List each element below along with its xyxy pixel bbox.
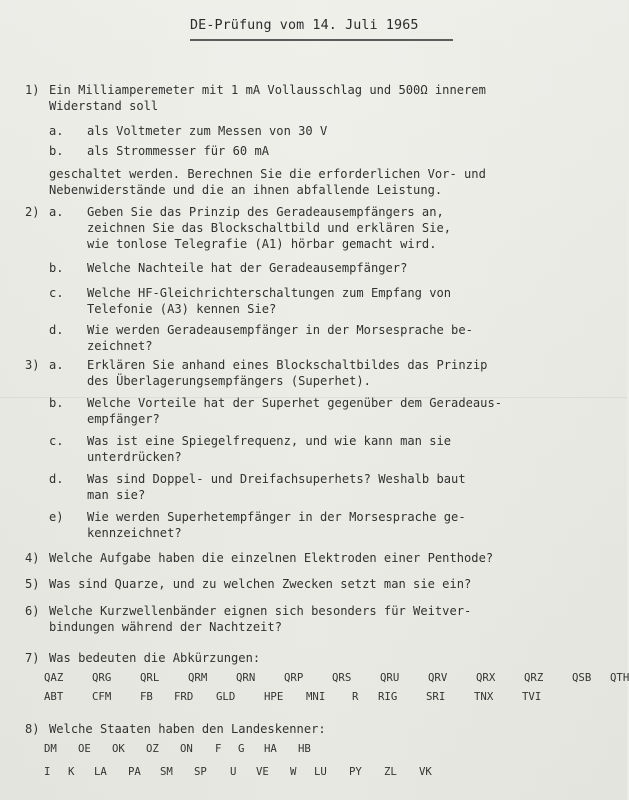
abbreviation-code: QAZ: [44, 671, 64, 684]
abbreviation-code: ABT: [44, 690, 64, 703]
country-prefix: HB: [298, 742, 311, 755]
question-6-number: 6): [25, 604, 40, 618]
question-5-text: Was sind Quarze, und zu welchen Zwecken setzt man sie ein?: [49, 577, 472, 591]
country-prefix: VK: [419, 765, 432, 778]
abbreviation-code: QRN: [236, 671, 256, 684]
question-2-d-label: d.: [49, 323, 64, 337]
question-3-b-label: b.: [49, 396, 64, 410]
abbreviation-code: QRU: [380, 671, 400, 684]
question-5-number: 5): [25, 577, 40, 591]
abbreviation-code: QRS: [332, 671, 352, 684]
question-2-d-line-2: zeichnet?: [87, 339, 153, 353]
country-prefix: ZL: [384, 765, 397, 778]
question-3-c-line-2: unterdrücken?: [87, 450, 182, 464]
question-6-line-2: bindungen während der Nachtzeit?: [49, 620, 282, 634]
country-prefix: F: [215, 742, 222, 755]
abbreviation-code: QRG: [92, 671, 112, 684]
abbreviation-code: QRM: [188, 671, 208, 684]
question-1-line-1: Ein Milliamperemeter mit 1 mA Vollausschlag und 500Ω innerem: [49, 83, 486, 97]
question-3-e-line-2: kennzeichnet?: [87, 526, 182, 540]
country-prefix: ON: [180, 742, 193, 755]
abbreviation-code: QRV: [428, 671, 448, 684]
question-1-a-text: als Voltmeter zum Messen von 30 V: [87, 124, 328, 138]
abbreviation-code: GLD: [216, 690, 236, 703]
question-3-c-label: c.: [49, 434, 64, 448]
question-1-b-label: b.: [49, 144, 64, 158]
country-prefix: DM: [44, 742, 57, 755]
question-2-d-line-1: Wie werden Geradeausempfänger in der Morsesprache be-: [87, 323, 473, 337]
question-1-a-label: a.: [49, 124, 64, 138]
abbreviation-code: SRI: [426, 690, 446, 703]
abbreviation-code: R: [352, 690, 359, 703]
abbreviation-code: FB: [140, 690, 153, 703]
question-3-a-line-1: Erklären Sie anhand eines Blockschaltbildes das Prinzip: [87, 358, 488, 372]
abbreviation-code: QRZ: [524, 671, 544, 684]
country-prefix: K: [68, 765, 75, 778]
country-prefix: OE: [78, 742, 91, 755]
title-underline: [190, 39, 453, 41]
question-2-a-line-3: wie tonlose Telegrafie (A1) hörbar gemacht wird.: [87, 237, 437, 251]
country-prefix: LA: [94, 765, 107, 778]
question-3-number: 3): [25, 358, 40, 372]
question-7-number: 7): [25, 651, 40, 665]
country-prefix: SP: [194, 765, 207, 778]
question-2-number: 2): [25, 205, 40, 219]
abbreviation-code: QRX: [476, 671, 496, 684]
question-3-c-line-1: Was ist eine Spiegelfrequenz, und wie kann man sie: [87, 434, 452, 448]
question-3-a-line-2: des Überlagerungsempfängers (Superhet).: [87, 374, 371, 388]
country-prefix: HA: [264, 742, 277, 755]
question-3-b-line-2: empfänger?: [87, 412, 160, 426]
abbreviation-code: QTH: [610, 671, 629, 684]
country-prefix: G: [238, 742, 245, 755]
abbreviation-code: MNI: [306, 690, 326, 703]
country-prefix: PA: [128, 765, 141, 778]
question-2-c-label: c.: [49, 286, 64, 300]
country-prefix: U: [230, 765, 237, 778]
country-prefix: OK: [112, 742, 125, 755]
page-title: DE-Prüfung vom 14. Juli 1965: [190, 18, 419, 33]
question-3-b-line-1: Welche Vorteile hat der Superhet gegenüber dem Geradeaus-: [87, 396, 503, 410]
country-prefix: PY: [349, 765, 362, 778]
country-prefix: SM: [160, 765, 173, 778]
question-2-a-line-1: Geben Sie das Prinzip des Geradeausempfängers an,: [87, 205, 444, 219]
question-1-line-2: Widerstand soll: [49, 99, 159, 113]
abbreviation-code: QRL: [140, 671, 160, 684]
country-prefix: OZ: [146, 742, 159, 755]
question-2-b-line-1: Welche Nachteile hat der Geradeausempfänger?: [87, 261, 408, 275]
question-3-e-line-1: Wie werden Superhetempfänger in der Morsesprache ge-: [87, 510, 466, 524]
question-1-line-3: geschaltet werden. Berechnen Sie die erforderlichen Vor- und: [49, 167, 486, 181]
question-3-d-line-1: Was sind Doppel- und Dreifachsuperhets? Weshalb baut: [87, 472, 466, 486]
question-7-text: Was bedeuten die Abkürzungen:: [49, 651, 261, 665]
abbreviation-code: TVI: [522, 690, 542, 703]
question-2-a-line-2: zeichnen Sie das Blockschaltbild und erklären Sie,: [87, 221, 452, 235]
question-2-a-label: a.: [49, 205, 64, 219]
question-1-line-4: Nebenwiderstände und die an ihnen abfallende Leistung.: [49, 183, 443, 197]
question-3-a-label: a.: [49, 358, 64, 372]
question-3-d-label: d.: [49, 472, 64, 486]
abbreviation-code: HPE: [264, 690, 284, 703]
question-8-text: Welche Staaten haben den Landeskenner:: [49, 722, 326, 736]
question-2-c-line-2: Telefonie (A3) kennen Sie?: [87, 302, 277, 316]
abbreviation-code: CFM: [92, 690, 112, 703]
question-1-number: 1): [25, 83, 40, 97]
abbreviation-code: RIG: [378, 690, 398, 703]
country-prefix: I: [44, 765, 51, 778]
country-prefix: W: [290, 765, 297, 778]
abbreviation-code: FRD: [174, 690, 194, 703]
abbreviation-code: QSB: [572, 671, 592, 684]
question-2-c-line-1: Welche HF-Gleichrichterschaltungen zum Empfang von: [87, 286, 452, 300]
question-3-d-line-2: man sie?: [87, 488, 146, 502]
country-prefix: VE: [256, 765, 269, 778]
question-8-number: 8): [25, 722, 40, 736]
question-6-line-1: Welche Kurzwellenbänder eignen sich besonders für Weitver-: [49, 604, 472, 618]
abbreviation-code: QRP: [284, 671, 304, 684]
country-prefix: LU: [314, 765, 327, 778]
question-1-b-text: als Strommesser für 60 mA: [87, 144, 270, 158]
question-3-e-label: e): [49, 510, 64, 524]
question-2-b-label: b.: [49, 261, 64, 275]
question-4-number: 4): [25, 551, 40, 565]
question-4-text: Welche Aufgabe haben die einzelnen Elektroden einer Penthode?: [49, 551, 494, 565]
abbreviation-code: TNX: [474, 690, 494, 703]
